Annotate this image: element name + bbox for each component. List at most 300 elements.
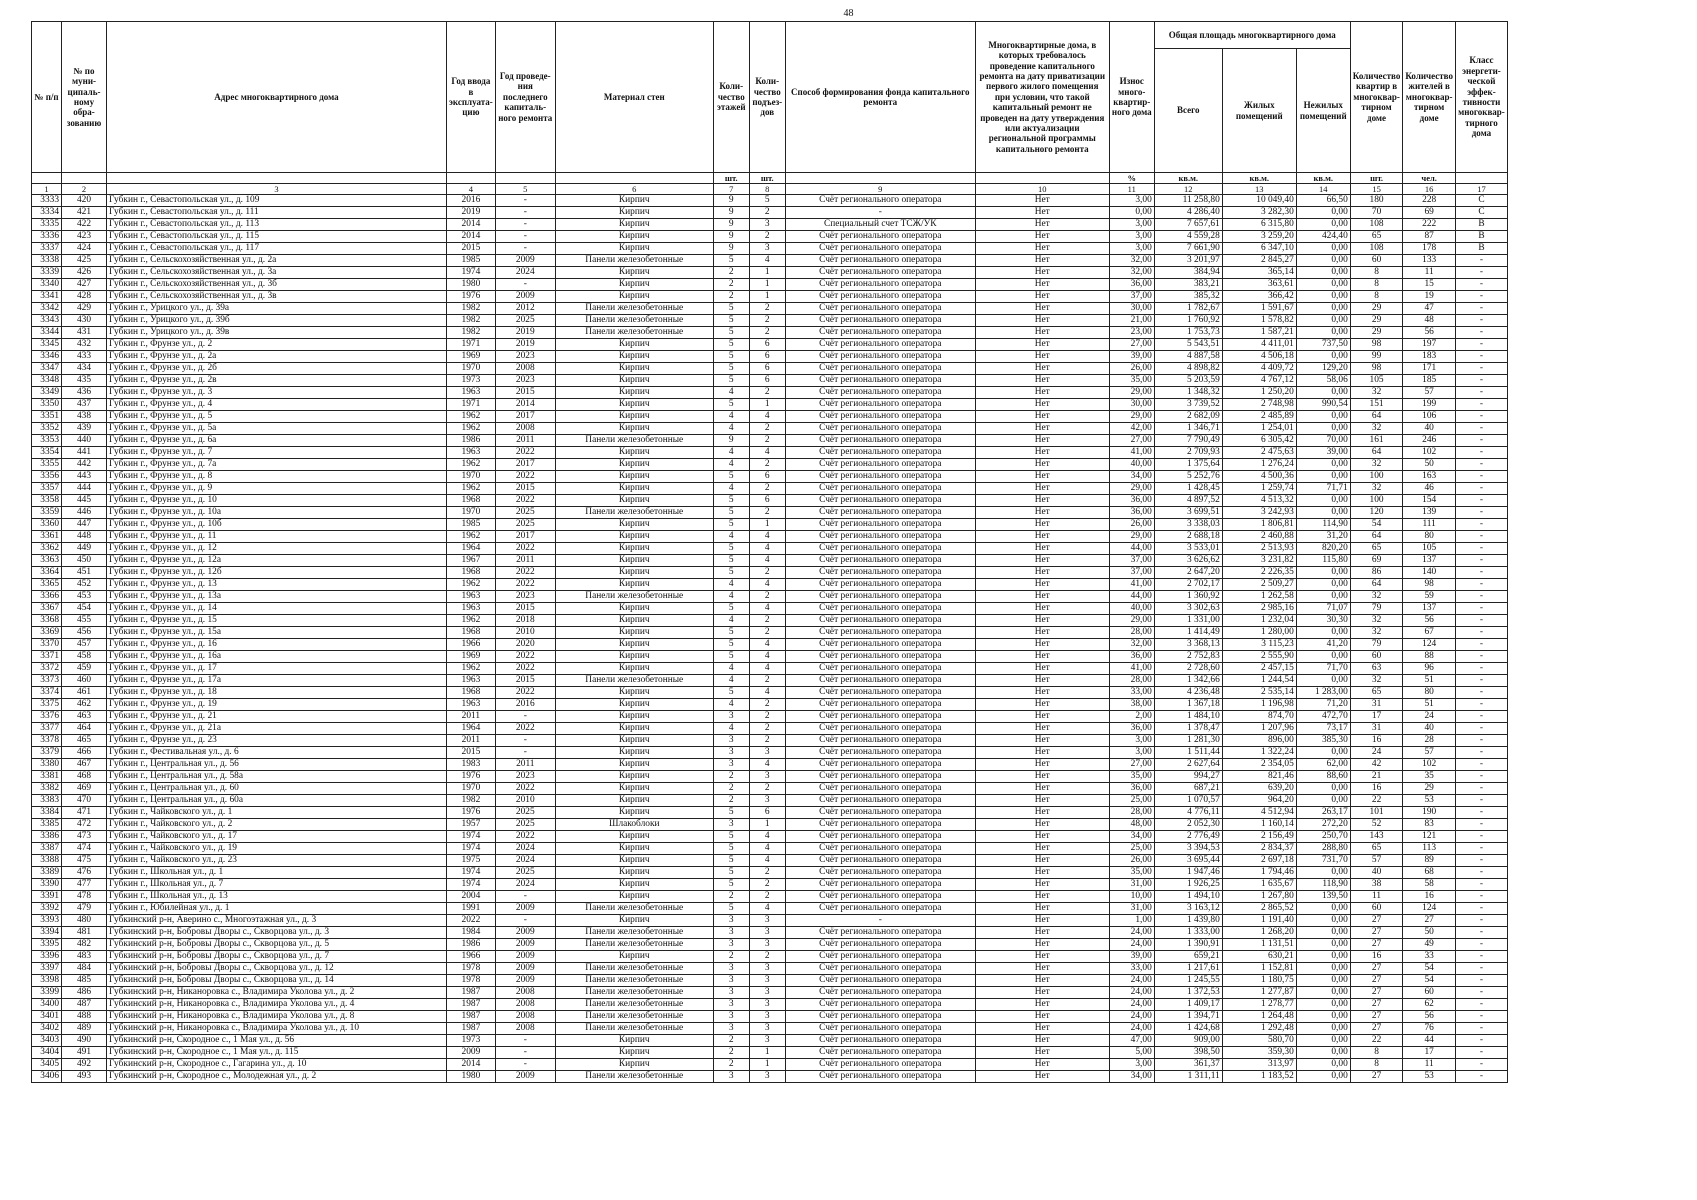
cell-energy-class: - (1455, 627, 1507, 639)
cell-last-repair-year: - (495, 915, 555, 927)
cell-area-nonliving: 0,00 (1296, 1023, 1350, 1035)
cell-area-total: 1 414,49 (1154, 627, 1222, 639)
cell-row-number: 3340 (32, 279, 62, 291)
cell-residents: 16 (1403, 891, 1456, 903)
column-number: 17 (1455, 184, 1507, 195)
cell-wear-percent: 3,00 (1109, 231, 1154, 243)
cell-area-living: 1 160,14 (1222, 819, 1296, 831)
cell-floors: 5 (713, 639, 749, 651)
cell-area-total: 1 409,17 (1154, 999, 1222, 1011)
cell-energy-class: - (1455, 651, 1507, 663)
cell-year-built: 1962 (447, 579, 496, 591)
cell-energy-class: - (1455, 447, 1507, 459)
table-row (32, 831, 1508, 843)
cell-entrances: 4 (749, 543, 785, 555)
cell-municipal-number: 488 (62, 1011, 107, 1023)
cell-area-total: 1 753,73 (1154, 327, 1222, 339)
cell-row-number: 3339 (32, 267, 62, 279)
cell-year-built: 1985 (447, 519, 496, 531)
cell-year-built: 1984 (447, 927, 496, 939)
cell-municipal-number: 424 (62, 243, 107, 255)
cell-residents: 69 (1403, 207, 1456, 219)
cell-apartments: 65 (1350, 231, 1403, 243)
cell-municipal-number: 461 (62, 687, 107, 699)
cell-entrances: 2 (749, 387, 785, 399)
cell-municipal-number: 443 (62, 471, 107, 483)
cell-area-living: 6 347,10 (1222, 243, 1296, 255)
cell-wall-material: Кирпич (555, 531, 713, 543)
cell-area-nonliving: 0,00 (1296, 351, 1350, 363)
cell-residents: 87 (1403, 231, 1456, 243)
cell-municipal-number: 437 (62, 399, 107, 411)
cell-year-built: 1968 (447, 567, 496, 579)
cell-energy-class: - (1455, 939, 1507, 951)
cell-municipal-number: 489 (62, 1023, 107, 1035)
cell-fund-method: Счёт регионального оператора (785, 975, 975, 987)
table-row (32, 867, 1508, 879)
cell-wall-material: Панели железобетонные (555, 1011, 713, 1023)
cell-area-total: 4 286,40 (1154, 207, 1222, 219)
cell-entrances: 1 (749, 267, 785, 279)
cell-wear-percent: 29,00 (1109, 531, 1154, 543)
cell-entrances: 3 (749, 963, 785, 975)
cell-row-number: 3335 (32, 219, 62, 231)
cell-entrances: 4 (749, 555, 785, 567)
unit-area-total: кв.м. (1154, 173, 1222, 184)
cell-last-repair-year: 2011 (495, 759, 555, 771)
cell-energy-class: - (1455, 471, 1507, 483)
cell-repair-required: Нет (975, 639, 1109, 651)
cell-area-nonliving: 272,20 (1296, 819, 1350, 831)
column-number: 16 (1403, 184, 1456, 195)
cell-apartments: 180 (1350, 195, 1403, 207)
cell-residents: 102 (1403, 447, 1456, 459)
cell-address: Губкинский р-н, Бобровы Дворы с., Скворцова ул., д. 3 (107, 927, 447, 939)
cell-energy-class: - (1455, 951, 1507, 963)
cell-repair-required: Нет (975, 543, 1109, 555)
cell-fund-method: Счёт регионального оператора (785, 855, 975, 867)
cell-last-repair-year: 2015 (495, 387, 555, 399)
cell-year-built: 1982 (447, 795, 496, 807)
cell-apartments: 22 (1350, 1035, 1403, 1047)
cell-area-living: 4 506,18 (1222, 351, 1296, 363)
cell-repair-required: Нет (975, 663, 1109, 675)
cell-apartments: 16 (1350, 735, 1403, 747)
cell-year-built: 1969 (447, 651, 496, 663)
cell-area-nonliving: 0,00 (1296, 495, 1350, 507)
cell-last-repair-year: 2014 (495, 399, 555, 411)
cell-last-repair-year: 2009 (495, 963, 555, 975)
cell-municipal-number: 444 (62, 483, 107, 495)
cell-year-built: 1986 (447, 939, 496, 951)
cell-address: Губкин г., Фестивальная ул., д. 6 (107, 747, 447, 759)
header-residents: Количество жителей в многоквар-тирном доме (1403, 22, 1456, 173)
cell-year-built: 1980 (447, 1071, 496, 1083)
cell-floors: 5 (713, 303, 749, 315)
cell-entrances: 3 (749, 747, 785, 759)
cell-area-living: 4 767,12 (1222, 375, 1296, 387)
cell-energy-class: - (1455, 783, 1507, 795)
cell-row-number: 3400 (32, 999, 62, 1011)
cell-area-nonliving: 0,00 (1296, 579, 1350, 591)
cell-area-nonliving: 58,06 (1296, 375, 1350, 387)
cell-fund-method: Счёт регионального оператора (785, 591, 975, 603)
cell-residents: 53 (1403, 795, 1456, 807)
cell-row-number: 3383 (32, 795, 62, 807)
cell-area-total: 3 338,03 (1154, 519, 1222, 531)
cell-repair-required: Нет (975, 699, 1109, 711)
cell-area-living: 2 475,63 (1222, 447, 1296, 459)
cell-area-nonliving: 118,90 (1296, 879, 1350, 891)
cell-fund-method: Счёт регионального оператора (785, 519, 975, 531)
cell-wall-material: Кирпич (555, 771, 713, 783)
cell-apartments: 32 (1350, 675, 1403, 687)
cell-energy-class: - (1455, 459, 1507, 471)
cell-floors: 5 (713, 687, 749, 699)
cell-residents: 46 (1403, 483, 1456, 495)
column-number: 3 (107, 184, 447, 195)
cell-fund-method: Счёт регионального оператора (785, 195, 975, 207)
cell-area-nonliving: 0,00 (1296, 675, 1350, 687)
cell-address: Губкин г., Фрунзе ул., д. 2 (107, 339, 447, 351)
cell-area-living: 4 411,01 (1222, 339, 1296, 351)
cell-area-nonliving: 31,20 (1296, 531, 1350, 543)
cell-area-nonliving: 0,00 (1296, 795, 1350, 807)
table-row (32, 795, 1508, 807)
cell-residents: 15 (1403, 279, 1456, 291)
cell-energy-class: - (1455, 891, 1507, 903)
cell-energy-class: - (1455, 663, 1507, 675)
cell-last-repair-year: 2025 (495, 519, 555, 531)
cell-area-total: 3 394,53 (1154, 843, 1222, 855)
cell-floors: 3 (713, 711, 749, 723)
cell-apartments: 161 (1350, 435, 1403, 447)
cell-energy-class: - (1455, 363, 1507, 375)
cell-entrances: 6 (749, 471, 785, 483)
cell-year-built: 1966 (447, 951, 496, 963)
cell-municipal-number: 425 (62, 255, 107, 267)
page-number: 48 (843, 8, 854, 19)
table-row (32, 723, 1508, 735)
cell-energy-class: - (1455, 903, 1507, 915)
cell-apartments: 8 (1350, 1047, 1403, 1059)
cell-repair-required: Нет (975, 999, 1109, 1011)
cell-wall-material: Панели железобетонные (555, 939, 713, 951)
unit-apartments: шт. (1350, 173, 1403, 184)
cell-wall-material: Кирпич (555, 747, 713, 759)
cell-area-nonliving: 71,07 (1296, 603, 1350, 615)
cell-year-built: 1962 (447, 459, 496, 471)
cell-wear-percent: 42,00 (1109, 423, 1154, 435)
cell-floors: 2 (713, 951, 749, 963)
cell-repair-required: Нет (975, 927, 1109, 939)
cell-energy-class: - (1455, 747, 1507, 759)
cell-last-repair-year: 2022 (495, 543, 555, 555)
cell-row-number: 3365 (32, 579, 62, 591)
table-row (32, 291, 1508, 303)
unit-area-living: кв.м. (1222, 173, 1296, 184)
cell-entrances: 2 (749, 231, 785, 243)
cell-area-nonliving: 139,50 (1296, 891, 1350, 903)
cell-wear-percent: 28,00 (1109, 675, 1154, 687)
cell-area-nonliving: 0,00 (1296, 207, 1350, 219)
cell-row-number: 3402 (32, 1023, 62, 1035)
cell-area-total: 1 342,66 (1154, 675, 1222, 687)
cell-energy-class: - (1455, 543, 1507, 555)
cell-wall-material: Панели железобетонные (555, 999, 713, 1011)
cell-row-number: 3349 (32, 387, 62, 399)
cell-wear-percent: 5,00 (1109, 1047, 1154, 1059)
cell-entrances: 4 (749, 903, 785, 915)
cell-residents: 48 (1403, 315, 1456, 327)
cell-entrances: 4 (749, 831, 785, 843)
cell-repair-required: Нет (975, 819, 1109, 831)
cell-last-repair-year: - (495, 711, 555, 723)
cell-area-total: 994,27 (1154, 771, 1222, 783)
cell-floors: 5 (713, 543, 749, 555)
cell-wear-percent: 38,00 (1109, 699, 1154, 711)
cell-area-total: 1 760,92 (1154, 315, 1222, 327)
cell-wear-percent: 48,00 (1109, 819, 1154, 831)
cell-repair-required: Нет (975, 519, 1109, 531)
cell-repair-required: Нет (975, 1071, 1109, 1083)
cell-residents: 124 (1403, 903, 1456, 915)
cell-last-repair-year: 2015 (495, 483, 555, 495)
cell-apartments: 27 (1350, 963, 1403, 975)
cell-area-living: 1 207,96 (1222, 723, 1296, 735)
cell-energy-class: - (1455, 495, 1507, 507)
cell-year-built: 1962 (447, 411, 496, 423)
cell-last-repair-year: 2011 (495, 435, 555, 447)
header-wall-material: Материал стен (555, 22, 713, 173)
cell-address: Губкин г., Фрунзе ул., д. 16 (107, 639, 447, 651)
cell-address: Губкинский р-н, Бобровы Дворы с., Скворцова ул., д. 14 (107, 975, 447, 987)
cell-year-built: 1971 (447, 399, 496, 411)
cell-fund-method: Счёт регионального оператора (785, 927, 975, 939)
cell-area-total: 1 394,71 (1154, 1011, 1222, 1023)
cell-address: Губкин г., Севастопольская ул., д. 111 (107, 207, 447, 219)
cell-apartments: 101 (1350, 807, 1403, 819)
cell-area-nonliving: 0,00 (1296, 423, 1350, 435)
cell-energy-class: - (1455, 567, 1507, 579)
cell-wear-percent: 41,00 (1109, 663, 1154, 675)
cell-wear-percent: 32,00 (1109, 267, 1154, 279)
cell-entrances: 2 (749, 207, 785, 219)
cell-energy-class: - (1455, 483, 1507, 495)
cell-year-built: 2011 (447, 735, 496, 747)
cell-area-living: 1 196,98 (1222, 699, 1296, 711)
cell-entrances: 2 (749, 699, 785, 711)
cell-floors: 4 (713, 459, 749, 471)
cell-last-repair-year: 2024 (495, 267, 555, 279)
cell-repair-required: Нет (975, 399, 1109, 411)
cell-entrances: 1 (749, 291, 785, 303)
cell-wear-percent: 29,00 (1109, 483, 1154, 495)
cell-municipal-number: 491 (62, 1047, 107, 1059)
cell-municipal-number: 440 (62, 435, 107, 447)
cell-last-repair-year: 2008 (495, 999, 555, 1011)
header-fund-method: Способ формирования фонда капитального ремонта (785, 22, 975, 173)
cell-address: Губкин г., Урицкого ул., д. 39а (107, 303, 447, 315)
cell-address: Губкинский р-н, Скородное с., 1 Мая ул., д. 115 (107, 1047, 447, 1059)
table-row (32, 879, 1508, 891)
table-row (32, 711, 1508, 723)
table-row (32, 387, 1508, 399)
table-body (32, 195, 1508, 1083)
cell-fund-method: Счёт регионального оператора (785, 555, 975, 567)
cell-repair-required: Нет (975, 615, 1109, 627)
cell-municipal-number: 480 (62, 915, 107, 927)
cell-municipal-number: 465 (62, 735, 107, 747)
table-row (32, 735, 1508, 747)
cell-municipal-number: 433 (62, 351, 107, 363)
cell-area-total: 3 201,97 (1154, 255, 1222, 267)
cell-area-nonliving: 0,00 (1296, 783, 1350, 795)
cell-repair-required: Нет (975, 483, 1109, 495)
cell-floors: 4 (713, 699, 749, 711)
cell-address: Губкинский р-н, Никаноровка с., Владимира Уколова ул., д. 8 (107, 1011, 447, 1023)
cell-area-total: 1 782,67 (1154, 303, 1222, 315)
cell-row-number: 3364 (32, 567, 62, 579)
cell-last-repair-year: 2009 (495, 951, 555, 963)
table-row (32, 771, 1508, 783)
cell-last-repair-year: 2011 (495, 555, 555, 567)
cell-last-repair-year: 2022 (495, 447, 555, 459)
table-row (32, 507, 1508, 519)
cell-last-repair-year: - (495, 219, 555, 231)
cell-entrances: 2 (749, 327, 785, 339)
cell-wall-material: Кирпич (555, 687, 713, 699)
cell-wall-material: Кирпич (555, 603, 713, 615)
cell-row-number: 3353 (32, 435, 62, 447)
table-row (32, 651, 1508, 663)
cell-area-nonliving: 71,71 (1296, 483, 1350, 495)
cell-wall-material: Кирпич (555, 339, 713, 351)
cell-floors: 5 (713, 519, 749, 531)
cell-repair-required: Нет (975, 939, 1109, 951)
table-row (32, 243, 1508, 255)
cell-last-repair-year: 2017 (495, 459, 555, 471)
cell-municipal-number: 445 (62, 495, 107, 507)
cell-area-nonliving: 263,17 (1296, 807, 1350, 819)
cell-apartments: 27 (1350, 915, 1403, 927)
cell-wear-percent: 25,00 (1109, 795, 1154, 807)
cell-repair-required: Нет (975, 771, 1109, 783)
cell-apartments: 60 (1350, 903, 1403, 915)
cell-area-living: 2 555,90 (1222, 651, 1296, 663)
cell-municipal-number: 469 (62, 783, 107, 795)
cell-residents: 89 (1403, 855, 1456, 867)
table-row (32, 675, 1508, 687)
cell-row-number: 3343 (32, 315, 62, 327)
cell-area-nonliving: 0,00 (1296, 291, 1350, 303)
cell-area-living: 313,97 (1222, 1059, 1296, 1071)
cell-floors: 2 (713, 279, 749, 291)
cell-residents: 121 (1403, 831, 1456, 843)
cell-last-repair-year: 2008 (495, 1011, 555, 1023)
table-row (32, 519, 1508, 531)
cell-apartments: 32 (1350, 423, 1403, 435)
cell-municipal-number: 472 (62, 819, 107, 831)
cell-entrances: 2 (749, 423, 785, 435)
cell-row-number: 3354 (32, 447, 62, 459)
cell-floors: 5 (713, 363, 749, 375)
unit-entrances: шт. (749, 173, 785, 184)
cell-row-number: 3356 (32, 471, 62, 483)
cell-wall-material: Кирпич (555, 615, 713, 627)
cell-floors: 5 (713, 507, 749, 519)
cell-fund-method: Счёт регионального оператора (785, 891, 975, 903)
cell-wall-material: Кирпич (555, 291, 713, 303)
cell-year-built: 1987 (447, 987, 496, 999)
cell-entrances: 2 (749, 591, 785, 603)
cell-last-repair-year: 2022 (495, 579, 555, 591)
cell-municipal-number: 426 (62, 267, 107, 279)
header-repair-required: Многоквартирные дома, в которых требовалось проведение капитального ремонта на дату приватизации первого жилого помещения при условии, что такой капитальный ремонт не проведен на дату утверждения или актуализации региональной программы капитального ремонта (975, 22, 1109, 173)
cell-area-nonliving: 424,40 (1296, 231, 1350, 243)
cell-area-living: 1 268,20 (1222, 927, 1296, 939)
cell-apartments: 151 (1350, 399, 1403, 411)
cell-municipal-number: 471 (62, 807, 107, 819)
cell-fund-method: Счёт регионального оператора (785, 1011, 975, 1023)
cell-area-living: 366,42 (1222, 291, 1296, 303)
cell-municipal-number: 490 (62, 1035, 107, 1047)
cell-fund-method: Счёт регионального оператора (785, 291, 975, 303)
cell-municipal-number: 473 (62, 831, 107, 843)
cell-area-living: 4 513,32 (1222, 495, 1296, 507)
cell-area-nonliving: 0,00 (1296, 987, 1350, 999)
cell-fund-method: Счёт регионального оператора (785, 807, 975, 819)
cell-area-total: 3 695,44 (1154, 855, 1222, 867)
cell-year-built: 1987 (447, 1011, 496, 1023)
cell-wall-material: Кирпич (555, 699, 713, 711)
cell-municipal-number: 492 (62, 1059, 107, 1071)
cell-address: Губкин г., Сельскохозяйственная ул., д. 3в (107, 291, 447, 303)
column-number: 12 (1154, 184, 1222, 195)
cell-area-total: 1 360,92 (1154, 591, 1222, 603)
cell-address: Губкин г., Фрунзе ул., д. 5 (107, 411, 447, 423)
table-row (32, 627, 1508, 639)
cell-fund-method: Счёт регионального оператора (785, 375, 975, 387)
cell-energy-class: - (1455, 723, 1507, 735)
cell-floors: 9 (713, 207, 749, 219)
table-row (32, 447, 1508, 459)
cell-wall-material: Кирпич (555, 807, 713, 819)
table-row (32, 471, 1508, 483)
cell-row-number: 3345 (32, 339, 62, 351)
cell-entrances: 6 (749, 375, 785, 387)
cell-address: Губкин г., Чайковского ул., д. 19 (107, 843, 447, 855)
cell-address: Губкин г., Фрунзе ул., д. 7а (107, 459, 447, 471)
cell-residents: 154 (1403, 495, 1456, 507)
cell-last-repair-year: 2025 (495, 507, 555, 519)
cell-residents: 44 (1403, 1035, 1456, 1047)
cell-apartments: 27 (1350, 999, 1403, 1011)
cell-wear-percent: 1,00 (1109, 915, 1154, 927)
cell-row-number: 3336 (32, 231, 62, 243)
cell-area-living: 1 262,58 (1222, 591, 1296, 603)
cell-entrances: 6 (749, 807, 785, 819)
cell-last-repair-year: - (495, 1035, 555, 1047)
cell-apartments: 8 (1350, 267, 1403, 279)
table-row (32, 435, 1508, 447)
cell-wear-percent: 23,00 (1109, 327, 1154, 339)
cell-fund-method: Счёт регионального оператора (785, 495, 975, 507)
cell-area-nonliving: 62,00 (1296, 759, 1350, 771)
cell-area-nonliving: 0,00 (1296, 507, 1350, 519)
cell-wear-percent: 44,00 (1109, 591, 1154, 603)
cell-wall-material: Панели железобетонные (555, 987, 713, 999)
